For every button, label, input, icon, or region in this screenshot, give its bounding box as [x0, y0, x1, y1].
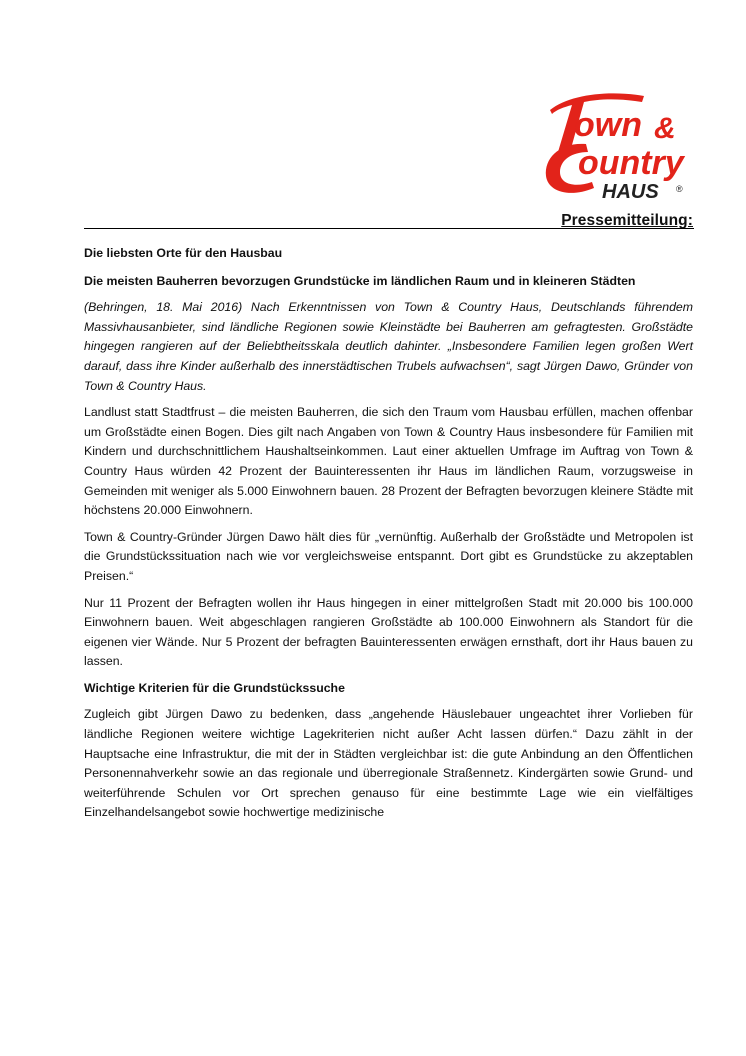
article-lead: (Behringen, 18. Mai 2016) Nach Erkenntnissen von Town & Country Haus, Deutschlands führendem Massivhausanbieter, sind ländliche Regionen sowie Kleinstädte bei Bauherren am gefragtesten. Großstädte hingegen rangieren auf der Beliebtheitsskala deutlich dahinter. „Insbesondere Familien legen großen Wert darauf, dass ihre Kinder außerhalb des innerstädtischen Trubels aufwachsen“, sagt Jürgen Dawo, Gründer von Town & Country Haus. [84, 300, 693, 393]
article-subtitle: Die meisten Bauherren bevorzugen Grundstücke im ländlichen Raum und in kleineren Städten [84, 273, 636, 288]
logo-word-ountry: ountry [578, 144, 684, 182]
article-title: Die liebsten Orte für den Hausbau [84, 246, 283, 260]
article-paragraph-1: Landlust statt Stadtfrust – die meisten Bauherren, die sich den Traum vom Hausbau erfüllen, machen offenbar um Großstädte einen Bogen. Dies gilt nach Angaben von Town & Country Haus insbesondere für Familien mit Kindern und durchschnittlichem Haushaltseinkommen. Laut einer aktuellen Umfrage im Auftrag von Town & Country Haus würden 42 Prozent der Bauinteressenten ihr Haus im ländlichen Raum, vorzugsweise in Gemeinden mit weniger als 5.000 Einwohnern bauen. 28 Prozent der Befragten bevorzugen kleinere Städte mit höchstens 20.000 Einwohnern. [84, 405, 693, 518]
article-paragraph-4: Zugleich gibt Jürgen Dawo zu bedenken, dass „angehende Häuslebauer ungeachtet ihrer Vorlieben für ländliche Regionen weitere wichtige Lagekriterien nicht außer Acht lassen dürfen.“ Dazu zählt in der Hauptsache eine Infrastruktur, die mit der in Städten vergleichbar ist: die gute Anbindung an den Öffentlichen Personennahverkehr sowie an das regionale und überregionale Straßennetz. Kindergärten sowie Grund- und weiterführende Schulen vor Ort sprechen genauso für eine bestimmte Lage wie ein vielfältiges Einzelhandelsangebot sowie hochwertige medizinische [84, 707, 693, 820]
press-release-label: Pressemitteilung: [561, 212, 693, 229]
town-country-haus-logo [540, 88, 700, 200]
logo-graphic [540, 88, 700, 200]
logo-ampersand: & [654, 112, 676, 145]
header-divider [84, 228, 694, 229]
logo-word-haus: HAUS [602, 181, 659, 200]
article-paragraph-2: Town & Country-Gründer Jürgen Dawo hält dies für „vernünftig. Außerhalb der Großstädte und Metropolen ist die Grundstückssituation nach wie vor vergleichsweise entspannt. Dort gibt es Grundstücke zu akzeptablen Preisen.“ [84, 529, 693, 583]
logo-registered-mark: ® [676, 184, 683, 194]
logo-word-own: own [574, 106, 642, 144]
article-body [84, 244, 693, 823]
article-paragraph-3: Nur 11 Prozent der Befragten wollen ihr Haus hingegen in einer mittelgroßen Stadt mit 20.000 bis 100.000 Einwohnern bauen. Weit abgeschlagen rangieren Großstädte ab 100.000 Einwohnern als Standort für die eigenen vier Wände. Nur 5 Prozent der befragten Bauinteressenten erwägen ernsthaft, dort ihr Haus bauen zu lassen. [84, 595, 693, 669]
article-subheading: Wichtige Kriterien für die Grundstückssuche [84, 680, 345, 695]
